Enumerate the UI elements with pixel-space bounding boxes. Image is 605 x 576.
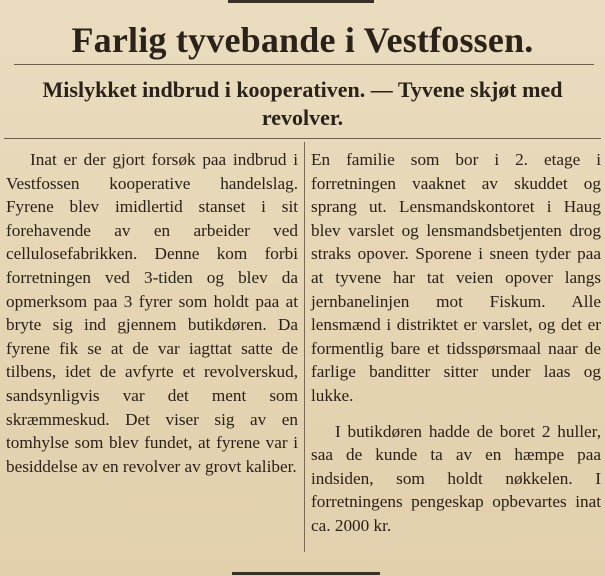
right-column <box>311 148 601 538</box>
left-paragraph-1: Inat er der gjort forsøk paa indbrud i Vestfossen kooperative handelslag. Fyrene blev imidlertid stanset i sit forehavende av en arbeider ved cellulosefabrikken. Denne kom forbi forretningen ved 3-tiden og blev da opmerksom paa 3 fyrer som holdt paa at bryte sig ind gjennem butikdøren. Da fyrene fik se at de var iagttat satte de tilbens, idet de avfyrte et revolverskud, sandsynligvis var det ment som skræmmeskud. Det viser sig av en tomhylse som blev fundet, at fyrene var i besiddelse av en revolver av grovt kaliber. <box>6 150 298 476</box>
top-rule <box>228 0 374 3</box>
right-paragraph-2: I butikdøren hadde de boret 2 huller, saa de kunde ta av en hæmpe paa indsiden, som holdt nøkkelen. I forretningens pengeskap opbevartes inat ca. 2000 kr. <box>311 421 601 535</box>
right-paragraph-1: En familie som bor i 2. etage i forretningen vaaknet av skuddet og sprang ut. Lensmandskontoret i Haug blev varslet og lensmandsbetjenten drog straks opover. Sporene i sneen tyder paa at tyvene har tat veien opover langs jernbanelinjen mot Fiskum. Alle lensmænd i distriktet er varslet, og det er formentlig bare et tidsspørsmaal naar de farlige banditter sitter under laas og lukke. <box>311 150 601 405</box>
headline-divider <box>14 64 594 65</box>
column-divider <box>304 142 305 552</box>
left-column <box>6 148 298 478</box>
subheadline-divider <box>4 138 601 139</box>
article-headline: Farlig tyvebande i Vestfossen. <box>71 20 534 60</box>
bottom-rule <box>232 572 380 575</box>
article-subheadline: Mislykket indbrud i kooperativen. — Tyvene skjøt med revolver. <box>42 77 563 130</box>
